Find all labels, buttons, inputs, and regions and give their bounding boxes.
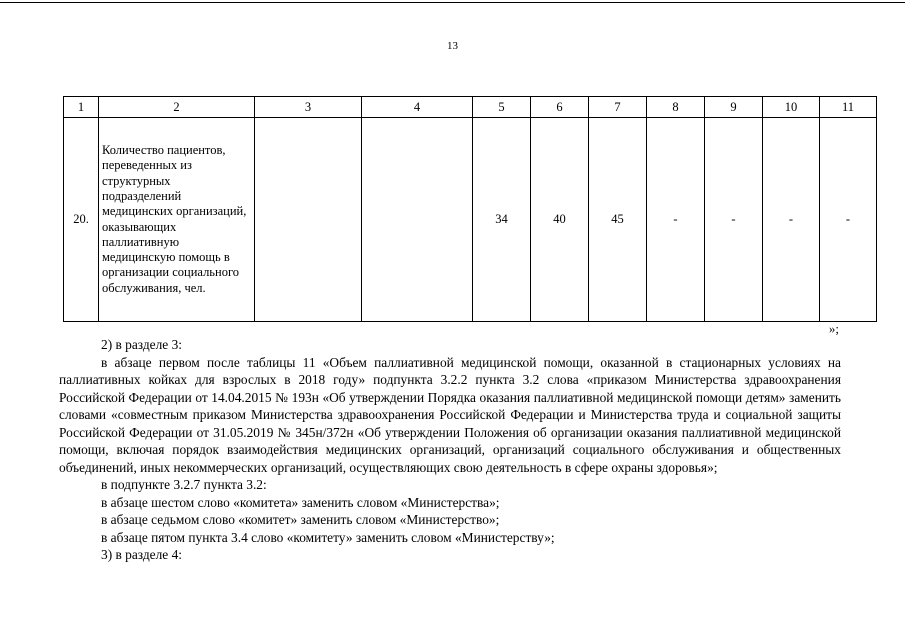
table-cell: [255, 118, 362, 322]
header-cell: 10: [763, 97, 820, 118]
paragraph-fifth-abzac: в абзаце пятом пункта 3.4 слово «комитету» заменить словом «Министерству»;: [101, 529, 555, 545]
header-cell: 8: [647, 97, 705, 118]
paragraph-section-4: 3) в разделе 4:: [101, 547, 183, 562]
page-number: 13: [447, 40, 458, 52]
table-cell: [362, 118, 473, 322]
table-cell: -: [705, 118, 763, 322]
header-cell: 1: [64, 97, 99, 118]
amendment-text: [59, 336, 841, 564]
header-cell: 3: [255, 97, 362, 118]
header-cell: 4: [362, 97, 473, 118]
closing-quote: »;: [828, 321, 839, 336]
table-cell: -: [647, 118, 705, 322]
paragraph-subpoint-327: в подпункте 3.2.7 пункта 3.2:: [101, 477, 267, 492]
table-row: [64, 118, 877, 322]
table-cell: 45: [589, 118, 647, 322]
table-cell: 34: [473, 118, 531, 322]
paragraph-section-3: 2) в разделе 3:: [101, 337, 183, 352]
paragraph-sixth-abzac: в абзаце шестом слово «комитета» заменить словом «Министерства»;: [101, 494, 500, 510]
header-cell: 6: [531, 97, 589, 118]
paragraph-seventh-abzac: в абзаце седьмом слово «комитет» заменить словом «Министерство»;: [101, 512, 500, 527]
table-cell: -: [763, 118, 820, 322]
page-top-border: [0, 2, 905, 3]
table-cell: 40: [531, 118, 589, 322]
paragraph-first-abzac: в абзаце первом после таблицы 11 «Объем паллиативной медицинской помощи, оказанной в стационарных условиях на паллиативных койках для взрослых в 2018 году» подпункта 3.2.2 пункта 3.2 слова «приказом Министерства здравоохранения Российской Федерации от 14.04.2015 № 193н «Об утверждении Порядка оказания паллиативной медицинской помощи детям» заменить словами «совместным приказом Министерства здравоохранения Российской Федерации и Министерства труда и социальной защиты Российской Федерации от 31.05.2019 № 345н/372н «Об утверждении Положения об организации оказания паллиативной медицинской помощи, включая порядок взаимодействия медицинских организаций, организаций социального обслуживания и общественных объединений, иных некоммерческих организаций, осуществляющих свою деятельность в сфере охраны здоровья»;: [59, 354, 841, 475]
row-number-cell: 20.: [64, 118, 99, 322]
header-cell: 2: [99, 97, 255, 118]
table-header-row: [64, 97, 877, 118]
header-cell: 5: [473, 97, 531, 118]
header-cell: 11: [820, 97, 877, 118]
data-table: [63, 96, 877, 322]
table-cell: -: [820, 118, 877, 322]
row-description-cell: Количество пациентов, переведенных из структурных подразделений медицинских организаций, оказывающих паллиативную медицинскую помощь в организации социального обслуживания, чел.: [99, 118, 255, 322]
header-cell: 9: [705, 97, 763, 118]
header-cell: 7: [589, 97, 647, 118]
